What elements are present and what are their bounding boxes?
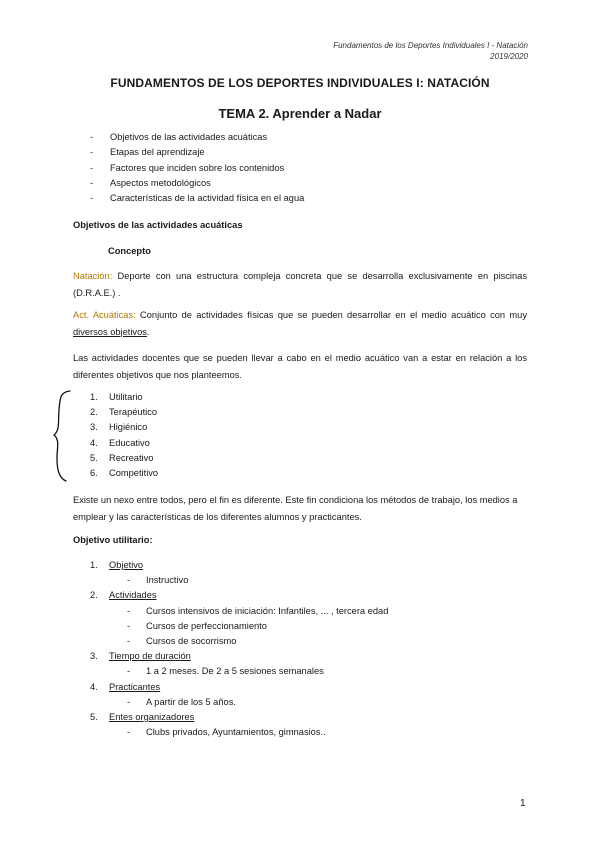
list-item: 5. Recreativo [90, 452, 154, 463]
sub-item: - Instructivo [90, 573, 388, 588]
topic-title: TEMA 2. Aprender a Nadar [218, 106, 382, 121]
sub-item: - Clubs privados, Ayuntamientos, gimnasios.. [90, 725, 388, 740]
natacion-text: Deporte con una estructura compleja concreta que se desarrolla exclusivamente en piscinas (D.R.A.E.) . [73, 271, 527, 298]
index-item: - Aspectos metodológicos [90, 176, 304, 191]
natacion-term: Natación: [73, 271, 113, 281]
index-item: - Etapas del aprendizaje [90, 145, 304, 160]
index-item: - Características de la actividad física en el agua [90, 191, 304, 206]
index-item: - Objetivos de las actividades acuáticas [90, 130, 304, 145]
concept-heading: Concepto [108, 246, 151, 256]
running-year: 2019/2020 [490, 52, 528, 61]
running-title: Fundamentos de los Deportes Individuales I - Natación [333, 41, 528, 50]
list-item: 1. Utilitario [90, 392, 143, 402]
list-item: 1. Objetivo [90, 560, 144, 570]
act-acuaticas-term: Act. Acuáticas: [73, 310, 136, 320]
sub-item: - Cursos de perfeccionamiento [90, 619, 388, 634]
list-item: 4. Educativo [90, 437, 150, 448]
list-item: 4. Practicantes [90, 681, 161, 692]
objectives-list [90, 390, 158, 481]
sub-item: - Cursos de socorrismo [90, 634, 388, 649]
act-acuaticas-end: . [146, 326, 150, 337]
list-item: 3. Higiénico [90, 422, 148, 433]
index-item: - Factores que inciden sobre los contenidos [90, 161, 304, 176]
running-header [333, 40, 528, 62]
intro-paragraph: Las actividades docentes que se pueden llevar a cabo en el medio acuático van a estar en relación a los diferentes objetivos que nos planteemos. [73, 353, 527, 380]
list-item: 2. Actividades [90, 590, 157, 601]
utilitario-list [90, 558, 388, 740]
sub-item: - Cursos intensivos de iniciación: Infantiles, ... , tercera edad [90, 604, 388, 619]
topic-index-list [90, 130, 304, 206]
list-item: 2. Terapéutico [90, 407, 158, 418]
brace-annotation [50, 388, 74, 484]
nexus-paragraph: Existe un nexo entre todos, pero el fin es diferente. Este fin condiciona los métodos de trabajo, los medios a emplear y las características de los diferentes alumnos y practicantes. [73, 495, 518, 522]
document-title: FUNDAMENTOS DE LOS DEPORTES INDIVIDUALES I: NATACIÓN [110, 76, 490, 90]
list-item: 6. Competitivo [90, 468, 159, 479]
natacion-definition [73, 268, 527, 301]
sub-item: - A partir de los 5 años. [90, 695, 388, 710]
act-acuaticas-text: Conjunto de actividades físicas que se pueden desarrollar en el medio acuático con muy [135, 310, 527, 320]
page-number: 1 [520, 798, 526, 809]
list-item: 3. Tiempo de duración [90, 651, 191, 662]
utilitario-heading: Objetivo utilitario: [73, 535, 153, 545]
section-heading: Objetivos de las actividades acuáticas [73, 220, 243, 230]
list-item: 5. Entes organizadores [90, 712, 195, 723]
act-acuaticas-definition [73, 307, 527, 340]
sub-item: - 1 a 2 meses. De 2 a 5 sesiones semanales [90, 664, 388, 679]
act-acuaticas-underlined: diversos objetivos [73, 326, 147, 337]
